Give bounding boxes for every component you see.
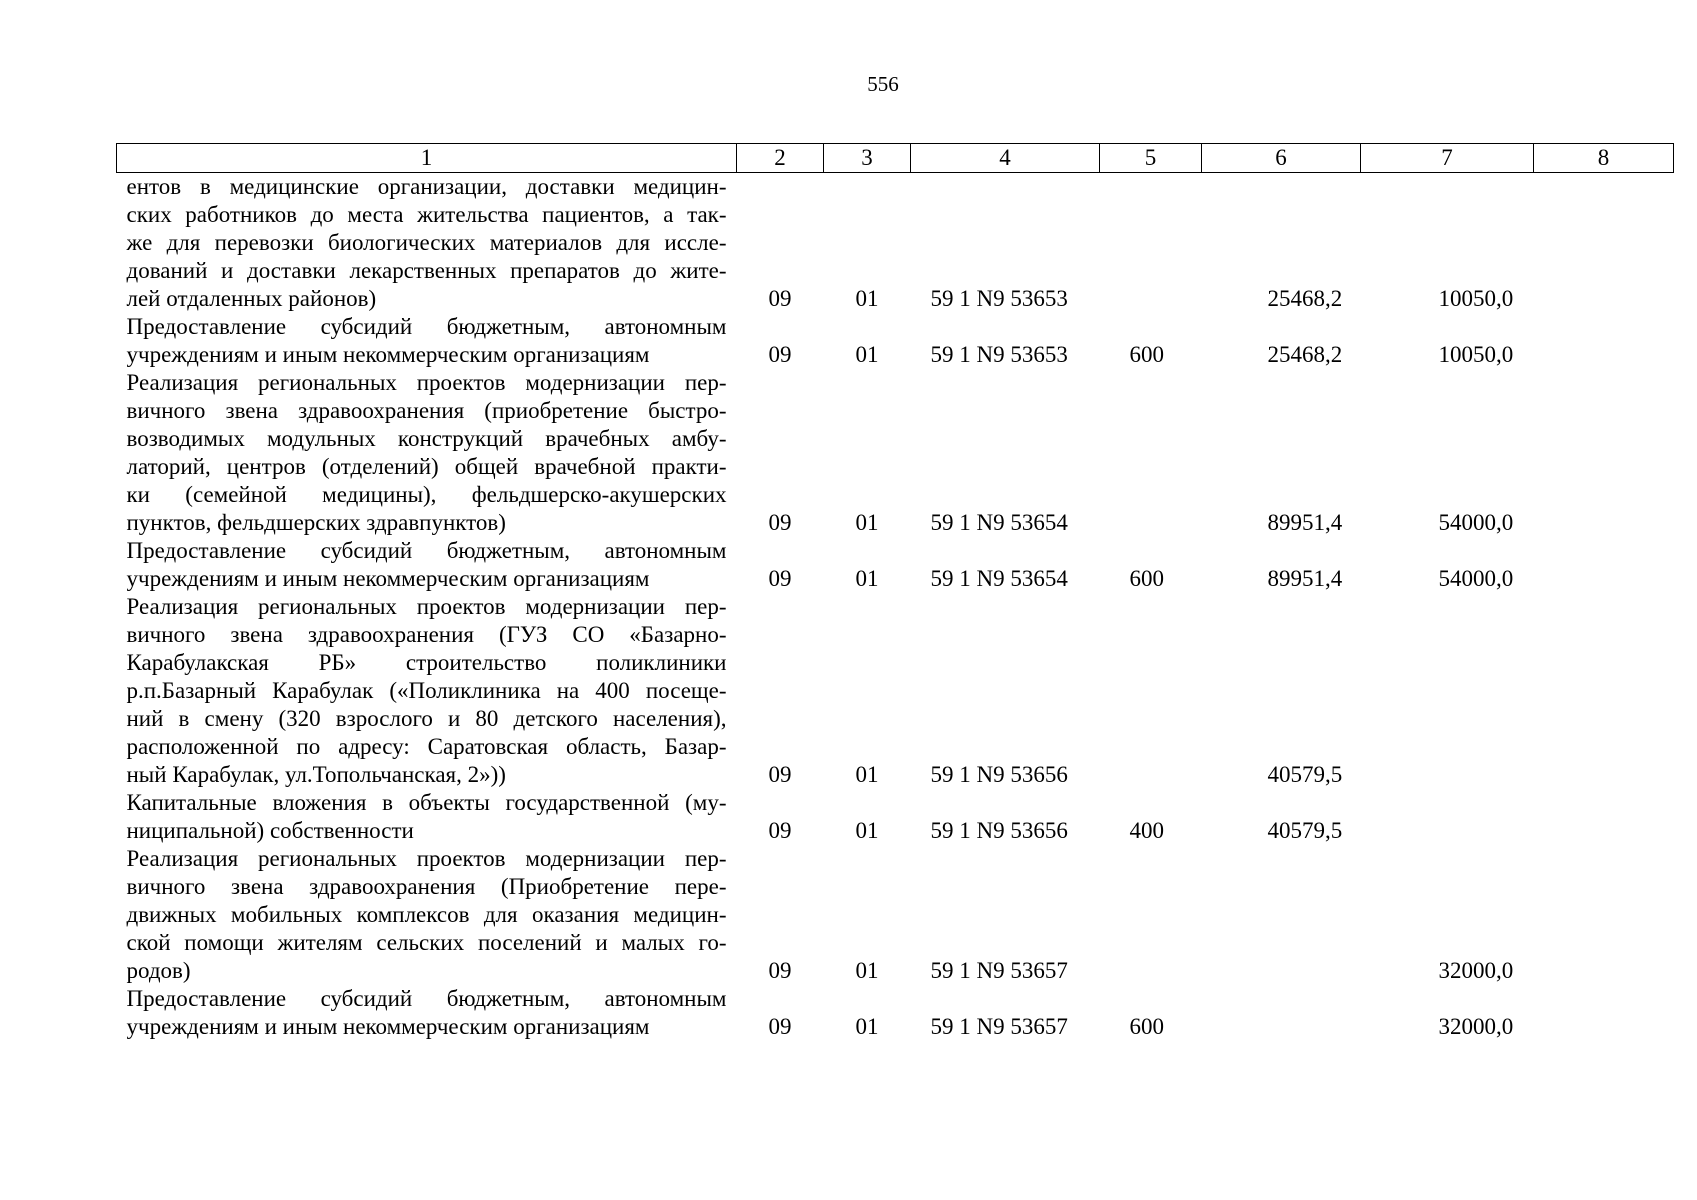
target-article-code: 59 1 N9 53654 xyxy=(930,510,1068,535)
amount-col-8 xyxy=(1534,845,1674,985)
amount-col-7: 10050,0 xyxy=(1438,286,1514,311)
column-header-2: 2 xyxy=(737,144,824,173)
row-description xyxy=(117,985,737,1041)
subsection-code: 01 xyxy=(855,510,879,535)
column-header-1: 1 xyxy=(117,144,737,173)
amount-col-7: 32000,0 xyxy=(1438,958,1514,983)
description-line: Реализация региональных проектов модернизации пер- xyxy=(126,594,727,619)
amount-col-7: 32000,0 xyxy=(1438,1014,1514,1039)
amount-col-6: 89951,4 xyxy=(1267,566,1343,591)
section-code: 09 xyxy=(768,566,792,591)
row-description xyxy=(117,845,737,985)
description-line: ки (семейной медицины), фельдшерско-акушерских xyxy=(126,482,727,507)
budget-table xyxy=(116,143,1674,1041)
table-row xyxy=(117,985,1674,1041)
table-body xyxy=(117,173,1674,1042)
target-article-code: 59 1 N9 53657 xyxy=(930,1014,1068,1039)
target-article-code: 59 1 N9 53654 xyxy=(930,566,1068,591)
table-row xyxy=(117,173,1674,314)
target-article-code: 59 1 N9 53653 xyxy=(930,286,1068,311)
amount-col-8 xyxy=(1534,537,1674,593)
row-description xyxy=(117,537,737,593)
description-line: р.п.Базарный Карабулак («Поликлиника на 400 посеще- xyxy=(126,678,727,703)
description-line: латорий, центров (отделений) общей врачебной практи- xyxy=(126,454,727,479)
section-code: 09 xyxy=(768,818,792,843)
section-code: 09 xyxy=(768,1014,792,1039)
row-description xyxy=(117,313,737,369)
description-line: Предоставление субсидий бюджетным, автономным xyxy=(126,538,727,563)
description-line: вичного звена здравоохранения (ГУЗ СО «Базарно- xyxy=(126,622,727,647)
table-row xyxy=(117,537,1674,593)
amount-col-8 xyxy=(1534,593,1674,789)
row-description xyxy=(117,369,737,537)
description-line: расположенной по адресу: Саратовская область, Базар- xyxy=(126,734,727,759)
description-line: вичного звена здравоохранения (приобретение быстро- xyxy=(126,398,727,423)
section-code: 09 xyxy=(768,762,792,787)
subsection-code: 01 xyxy=(855,958,879,983)
amount-col-6: 25468,2 xyxy=(1267,342,1343,367)
description-line: Реализация региональных проектов модернизации пер- xyxy=(126,846,727,871)
expense-type-code: 600 xyxy=(1129,566,1164,591)
subsection-code: 01 xyxy=(855,566,879,591)
section-code: 09 xyxy=(768,510,792,535)
expense-type-code xyxy=(1100,593,1202,789)
section-code: 09 xyxy=(768,342,792,367)
description-line: ний в смену (320 взрослого и 80 детского населения), xyxy=(126,706,727,731)
column-header-6: 6 xyxy=(1202,144,1361,173)
description-line: учреждениям и иным некоммерческим организациям xyxy=(126,566,650,591)
column-header-7: 7 xyxy=(1361,144,1534,173)
description-line: Карабулакская РБ» строительство поликлиники xyxy=(126,650,727,675)
description-line: ниципальной) собственности xyxy=(126,818,414,843)
target-article-code: 59 1 N9 53653 xyxy=(930,342,1068,367)
description-line: Предоставление субсидий бюджетным, автономным xyxy=(126,314,727,339)
column-header-4: 4 xyxy=(911,144,1100,173)
section-code: 09 xyxy=(768,286,792,311)
target-article-code: 59 1 N9 53657 xyxy=(930,958,1068,983)
subsection-code: 01 xyxy=(855,342,879,367)
row-description xyxy=(117,593,737,789)
amount-col-6: 89951,4 xyxy=(1267,510,1343,535)
expense-type-code xyxy=(1100,845,1202,985)
column-header-3: 3 xyxy=(824,144,911,173)
amount-col-8 xyxy=(1534,173,1674,314)
description-line: возводимых модульных конструкций врачебных амбу- xyxy=(126,426,727,451)
subsection-code: 01 xyxy=(855,818,879,843)
description-line: вичного звена здравоохранения (Приобретение пере- xyxy=(126,874,727,899)
row-description xyxy=(117,789,737,845)
row-description xyxy=(117,173,737,314)
description-line: родов) xyxy=(126,958,191,983)
table-row xyxy=(117,845,1674,985)
table-row xyxy=(117,369,1674,537)
amount-col-7: 54000,0 xyxy=(1438,566,1514,591)
description-line: Реализация региональных проектов модернизации пер- xyxy=(126,370,727,395)
amount-col-7: 54000,0 xyxy=(1438,510,1514,535)
description-line: движных мобильных комплексов для оказания медицин- xyxy=(126,902,727,927)
amount-col-8 xyxy=(1534,369,1674,537)
amount-col-8 xyxy=(1534,789,1674,845)
header-row xyxy=(117,144,1674,173)
expense-type-code: 400 xyxy=(1129,818,1164,843)
amount-col-7 xyxy=(1361,593,1534,789)
table-row xyxy=(117,593,1674,789)
description-line: учреждениям и иным некоммерческим организациям xyxy=(126,342,650,367)
table-row xyxy=(117,313,1674,369)
description-line: ской помощи жителям сельских поселений и малых го- xyxy=(126,930,727,955)
target-article-code: 59 1 N9 53656 xyxy=(930,818,1068,843)
target-article-code: 59 1 N9 53656 xyxy=(930,762,1068,787)
column-header-8: 8 xyxy=(1534,144,1674,173)
description-line: пунктов, фельдшерских здравпунктов) xyxy=(126,510,506,535)
description-line: Капитальные вложения в объекты государственной (му- xyxy=(126,790,727,815)
description-line: Предоставление субсидий бюджетным, автономным xyxy=(126,986,727,1011)
subsection-code: 01 xyxy=(855,1014,879,1039)
page-number: 556 xyxy=(867,72,899,96)
amount-col-8 xyxy=(1534,985,1674,1041)
subsection-code: 01 xyxy=(855,762,879,787)
expense-type-code: 600 xyxy=(1129,342,1164,367)
description-line: ских работников до места жительства пациентов, а так- xyxy=(126,202,727,227)
amount-col-6 xyxy=(1202,985,1361,1041)
expense-type-code: 600 xyxy=(1129,1014,1164,1039)
amount-col-6: 40579,5 xyxy=(1267,762,1343,787)
section-code: 09 xyxy=(768,958,792,983)
description-line: лей отдаленных районов) xyxy=(126,286,377,311)
description-line: ентов в медицинские организации, доставки медицин- xyxy=(126,174,727,199)
description-line: дований и доставки лекарственных препаратов до жите- xyxy=(126,258,727,283)
amount-col-6: 40579,5 xyxy=(1267,818,1343,843)
expense-type-code xyxy=(1100,369,1202,537)
table-row xyxy=(117,789,1674,845)
amount-col-6: 25468,2 xyxy=(1267,286,1343,311)
description-line: же для перевозки биологических материалов для иссле- xyxy=(126,230,727,255)
amount-col-8 xyxy=(1534,313,1674,369)
column-header-5: 5 xyxy=(1100,144,1202,173)
description-line: учреждениям и иным некоммерческим организациям xyxy=(126,1014,650,1039)
description-line: ный Карабулак, ул.Топольчанская, 2»)) xyxy=(126,762,506,787)
amount-col-7: 10050,0 xyxy=(1438,342,1514,367)
amount-col-7 xyxy=(1361,789,1534,845)
expense-type-code xyxy=(1100,173,1202,314)
subsection-code: 01 xyxy=(855,286,879,311)
amount-col-6 xyxy=(1202,845,1361,985)
